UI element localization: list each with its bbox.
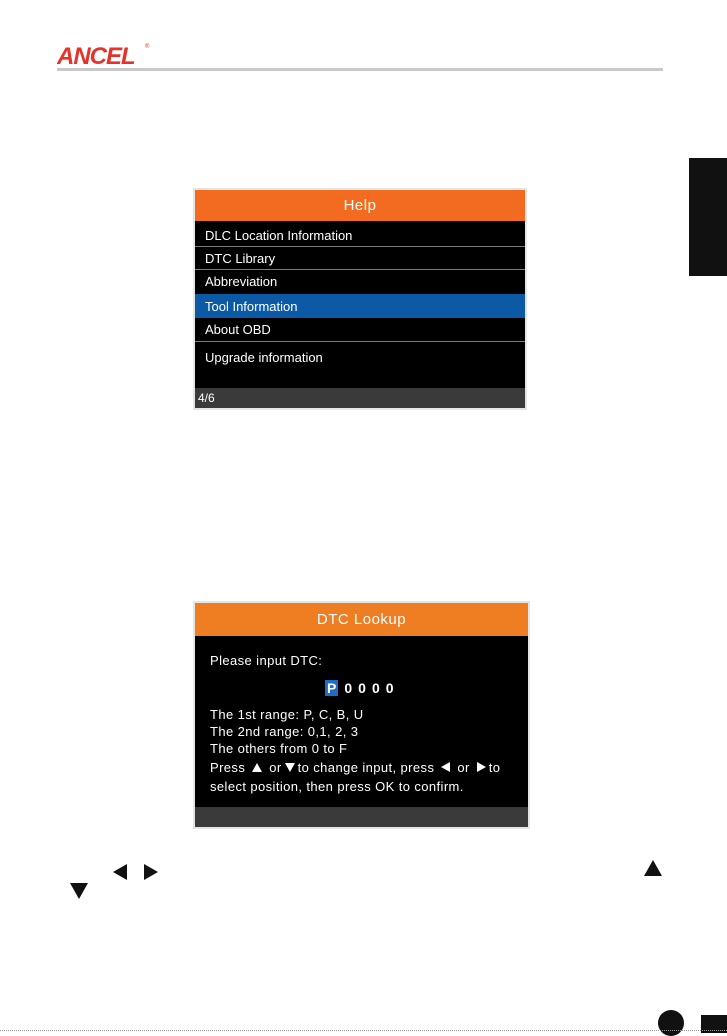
dtc-footer-bar <box>195 807 528 827</box>
page-indicator: 4/6 <box>195 388 525 408</box>
help-title: Help <box>195 190 525 221</box>
dtc-char[interactable]: 0 <box>385 680 394 696</box>
instruction-word: or <box>269 760 282 775</box>
menu-item-tool-information[interactable]: Tool Information <box>195 294 525 318</box>
up-arrow-icon <box>252 763 262 772</box>
dtc-range-line: The 1st range: P, C, B, U <box>210 707 364 722</box>
header-rule <box>57 68 663 71</box>
menu-item-about-obd[interactable]: About OBD <box>205 322 271 337</box>
down-arrow-icon <box>68 881 90 901</box>
svg-text:ANCEL: ANCEL <box>57 43 135 68</box>
page-trim-line <box>0 1030 727 1031</box>
page-number-dot <box>658 1010 684 1036</box>
dtc-prompt: Please input DTC: <box>210 653 323 668</box>
dtc-char-cursor[interactable]: P <box>327 680 337 696</box>
dtc-code-input[interactable] <box>325 680 400 696</box>
instruction-word: to <box>488 760 501 775</box>
dtc-range-line: The others from 0 to F <box>210 741 348 756</box>
down-arrow-icon <box>285 763 295 772</box>
instruction-word: or <box>457 760 470 775</box>
language-side-tab <box>689 158 727 276</box>
left-arrow-icon <box>111 862 129 882</box>
menu-item-dlc-location[interactable]: DLC Location Information <box>205 228 353 243</box>
dtc-instruction-line <box>210 760 500 775</box>
right-arrow-icon <box>477 762 486 772</box>
dtc-lookup-screen <box>193 601 530 829</box>
help-screen <box>193 188 527 410</box>
dtc-char[interactable]: 0 <box>358 680 366 696</box>
menu-item-abbreviation[interactable]: Abbreviation <box>205 274 278 289</box>
ancel-logo <box>57 42 152 68</box>
dtc-char[interactable]: 0 <box>371 680 380 696</box>
dtc-range-line: The 2nd range: 0,1, 2, 3 <box>210 724 359 739</box>
instruction-word: Press <box>210 760 246 775</box>
dtc-char[interactable]: 0 <box>344 680 353 696</box>
left-arrow-icon <box>441 762 450 772</box>
menu-item-dtc-library[interactable]: DTC Library <box>205 251 276 266</box>
dtc-title: DTC Lookup <box>195 603 528 636</box>
dtc-instruction-line-2: select position, then press OK to confirm. <box>210 779 464 794</box>
up-arrow-icon <box>642 858 664 878</box>
menu-divider <box>195 341 525 342</box>
menu-item-upgrade-information[interactable]: Upgrade information <box>205 350 323 365</box>
svg-text:®: ® <box>145 44 150 50</box>
right-arrow-icon <box>142 862 160 882</box>
instruction-word: to change input, press <box>297 760 435 775</box>
